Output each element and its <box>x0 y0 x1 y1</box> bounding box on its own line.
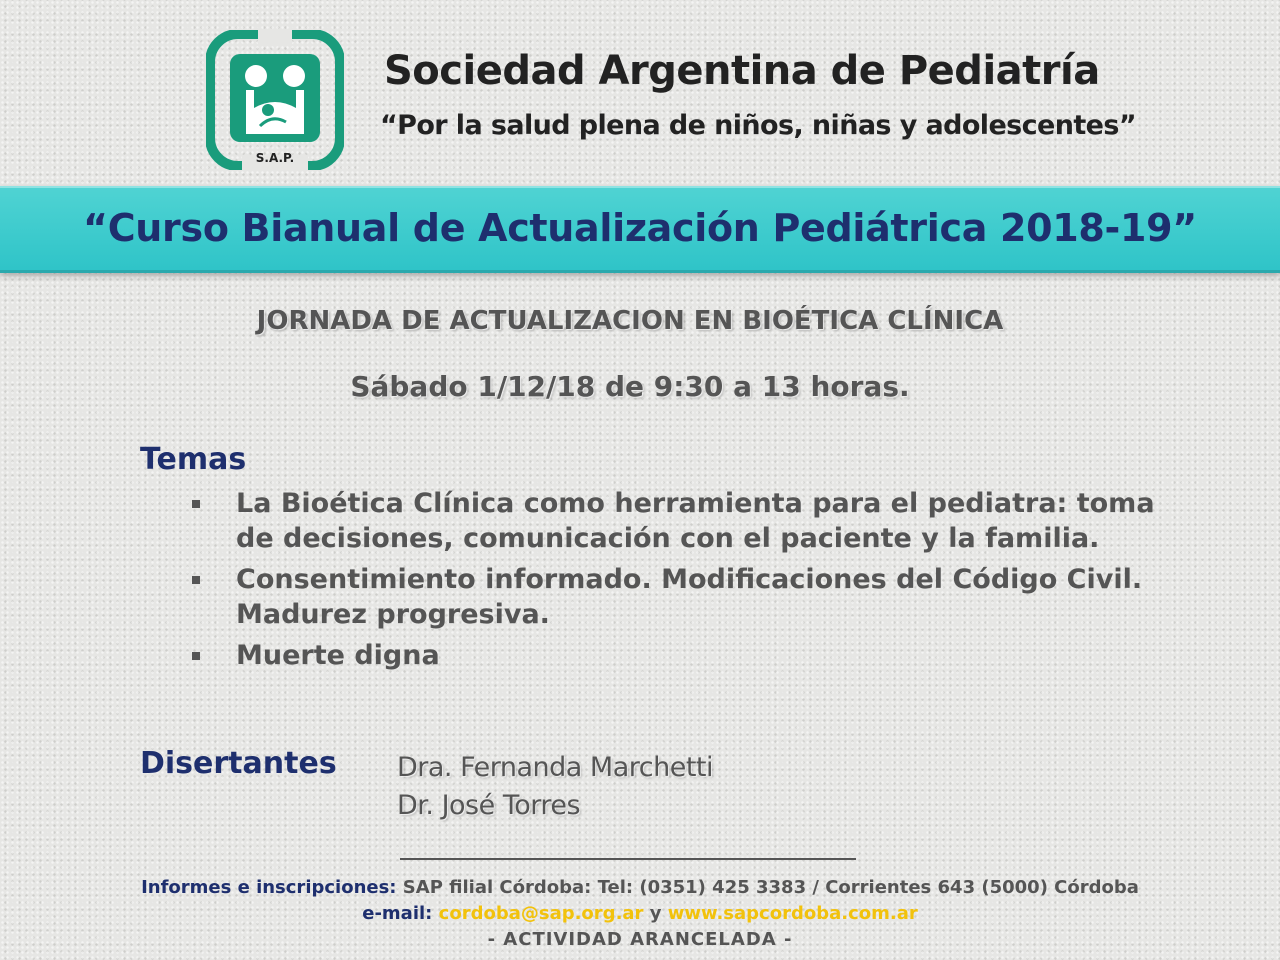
topics-heading: Temas <box>140 442 247 477</box>
event-title: JORNADA DE ACTUALIZACION EN BIOÉTICA CLÍNICA <box>256 306 1004 336</box>
sap-logo-icon <box>206 30 344 170</box>
connector-text: y <box>649 903 662 924</box>
email-label: e-mail: <box>362 903 433 924</box>
list-item <box>190 486 1190 556</box>
list-item <box>190 562 1190 632</box>
info-text: SAP filial Córdoba: Tel: (0351) 425 3383 / Corrientes 643 (5000) Córdoba <box>402 877 1139 898</box>
topic-text: La Bioética Clínica como herramienta para el pediatra: toma de decisiones, comunicación con el paciente y la familia. <box>236 488 1155 554</box>
footer-info <box>0 877 1280 898</box>
website-link[interactable]: www.sapcordoba.com.ar <box>667 903 918 924</box>
speaker-name: Dr. José Torres <box>397 790 581 821</box>
square-bullet-icon <box>192 652 200 660</box>
event-date: Sábado 1/12/18 de 9:30 a 13 horas. <box>350 370 910 403</box>
org-name: Sociedad Argentina de Pediatría <box>384 48 1100 94</box>
logo-abbr: S.A.P. <box>255 151 295 165</box>
sap-logo <box>206 30 344 170</box>
divider <box>400 858 856 860</box>
info-label: Informes e inscripciones: <box>141 877 397 898</box>
speaker-name: Dra. Fernanda Marchetti <box>397 752 714 783</box>
course-title: “Curso Bianual de Actualización Pediátrica 2018-19” <box>83 206 1197 250</box>
footer-contact <box>0 903 1280 924</box>
square-bullet-icon <box>192 576 200 584</box>
topic-text: Consentimiento informado. Modificaciones del Código Civil. Madurez progresiva. <box>236 564 1143 630</box>
topics-list <box>190 486 1190 679</box>
course-banner <box>0 186 1280 273</box>
topic-text: Muerte digna <box>236 640 440 671</box>
list-item <box>190 638 1190 673</box>
square-bullet-icon <box>192 500 200 508</box>
fee-note: - ACTIVIDAD ARANCELADA - <box>487 929 793 950</box>
speakers-heading: Disertantes <box>140 746 337 781</box>
email-link[interactable]: cordoba@sap.org.ar <box>438 903 644 924</box>
org-slogan: “Por la salud plena de niños, niñas y adolescentes” <box>380 110 1137 141</box>
